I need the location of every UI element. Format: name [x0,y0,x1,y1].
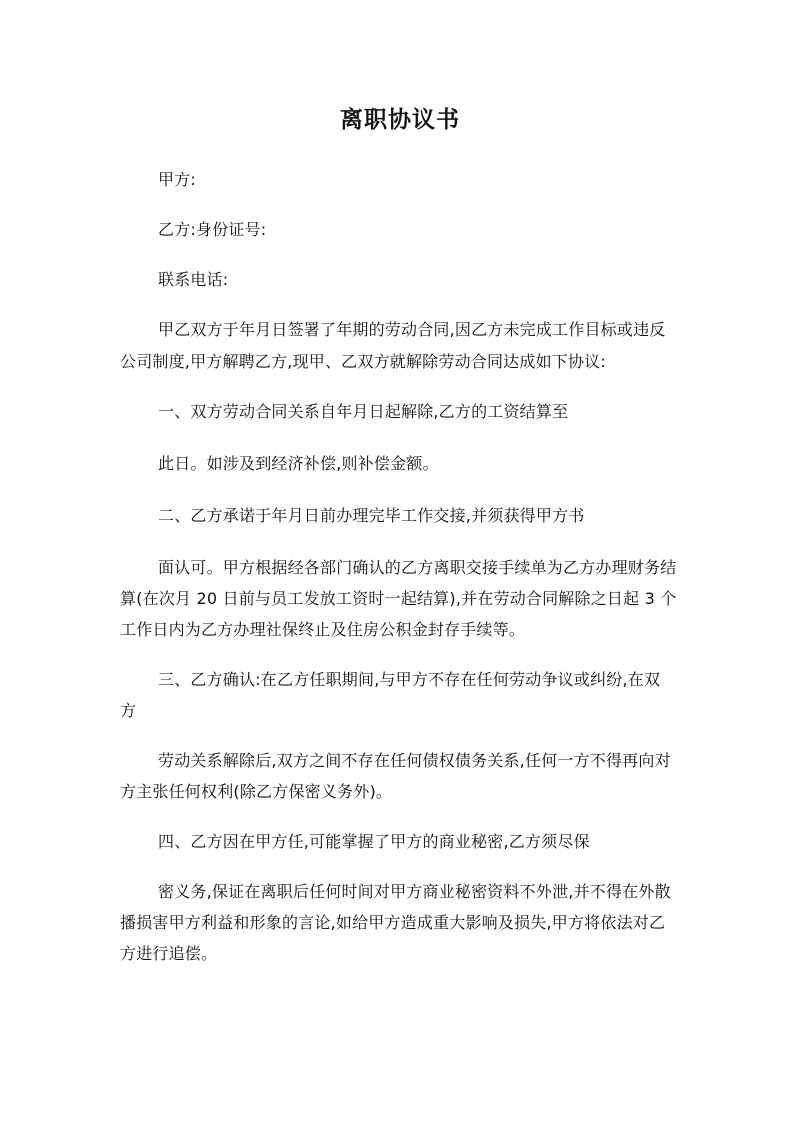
clause-3-line: 三、乙方确认:在乙方任职期间,与甲方不存在任何劳动争议或纠纷,在双 [158,670,661,689]
clause-1-line: 一、双方劳动合同关系自年月日起解除,乙方的工资结算至 [158,402,569,421]
party-b-id-line: 乙方:身份证号: [158,220,267,239]
clause-3-line: 方 [120,701,137,720]
clause-2-line: 算(在次月 20 日前与员工发放工资时一起结算),并在劳动合同解除之日起 3 个 [120,589,677,608]
paragraph-line: 公司制度,甲方解聘乙方,现甲、乙双方就解除劳动合同达成如下协议: [120,352,606,371]
clause-2-line: 面认可。甲方根据经各部门确认的乙方离职交接手续单为乙方办理财务结 [158,558,677,577]
document-title: 离职协议书 [340,107,460,133]
clause-3-line: 方主张任何权利(除乙方保密义务外)。 [120,782,393,801]
clause-2-line: 工作日内为乙方办理社保终止及住房公积金封存手续等。 [120,620,526,639]
contact-phone-line: 联系电话: [158,270,229,289]
party-a-line: 甲方: [158,170,196,189]
clause-4-line: 播损害甲方利益和形象的言论,如给甲方造成重大影响及损失,甲方将依法对乙 [120,913,666,932]
paragraph-line: 甲乙双方于年月日签署了年期的劳动合同,因乙方未完成工作目标或违反 [158,320,666,339]
clause-1-line: 此日。如涉及到经济补偿,则补偿金额。 [158,454,439,473]
clause-4-line: 四、乙方因在甲方任,可能掌握了甲方的商业秘密,乙方须尽保 [158,832,590,851]
clause-4-line: 密义务,保证在离职后任何时间对甲方商业秘密资料不外泄,并不得在外散 [158,882,671,901]
clause-3-line: 劳动关系解除后,双方之间不存在任何债权债务关系,任何一方不得再向对 [158,751,671,770]
clause-4-line: 方进行追偿。 [120,944,218,963]
clause-2-line: 二、乙方承诺于年月日前办理完毕工作交接,并须获得甲方书 [158,506,585,525]
